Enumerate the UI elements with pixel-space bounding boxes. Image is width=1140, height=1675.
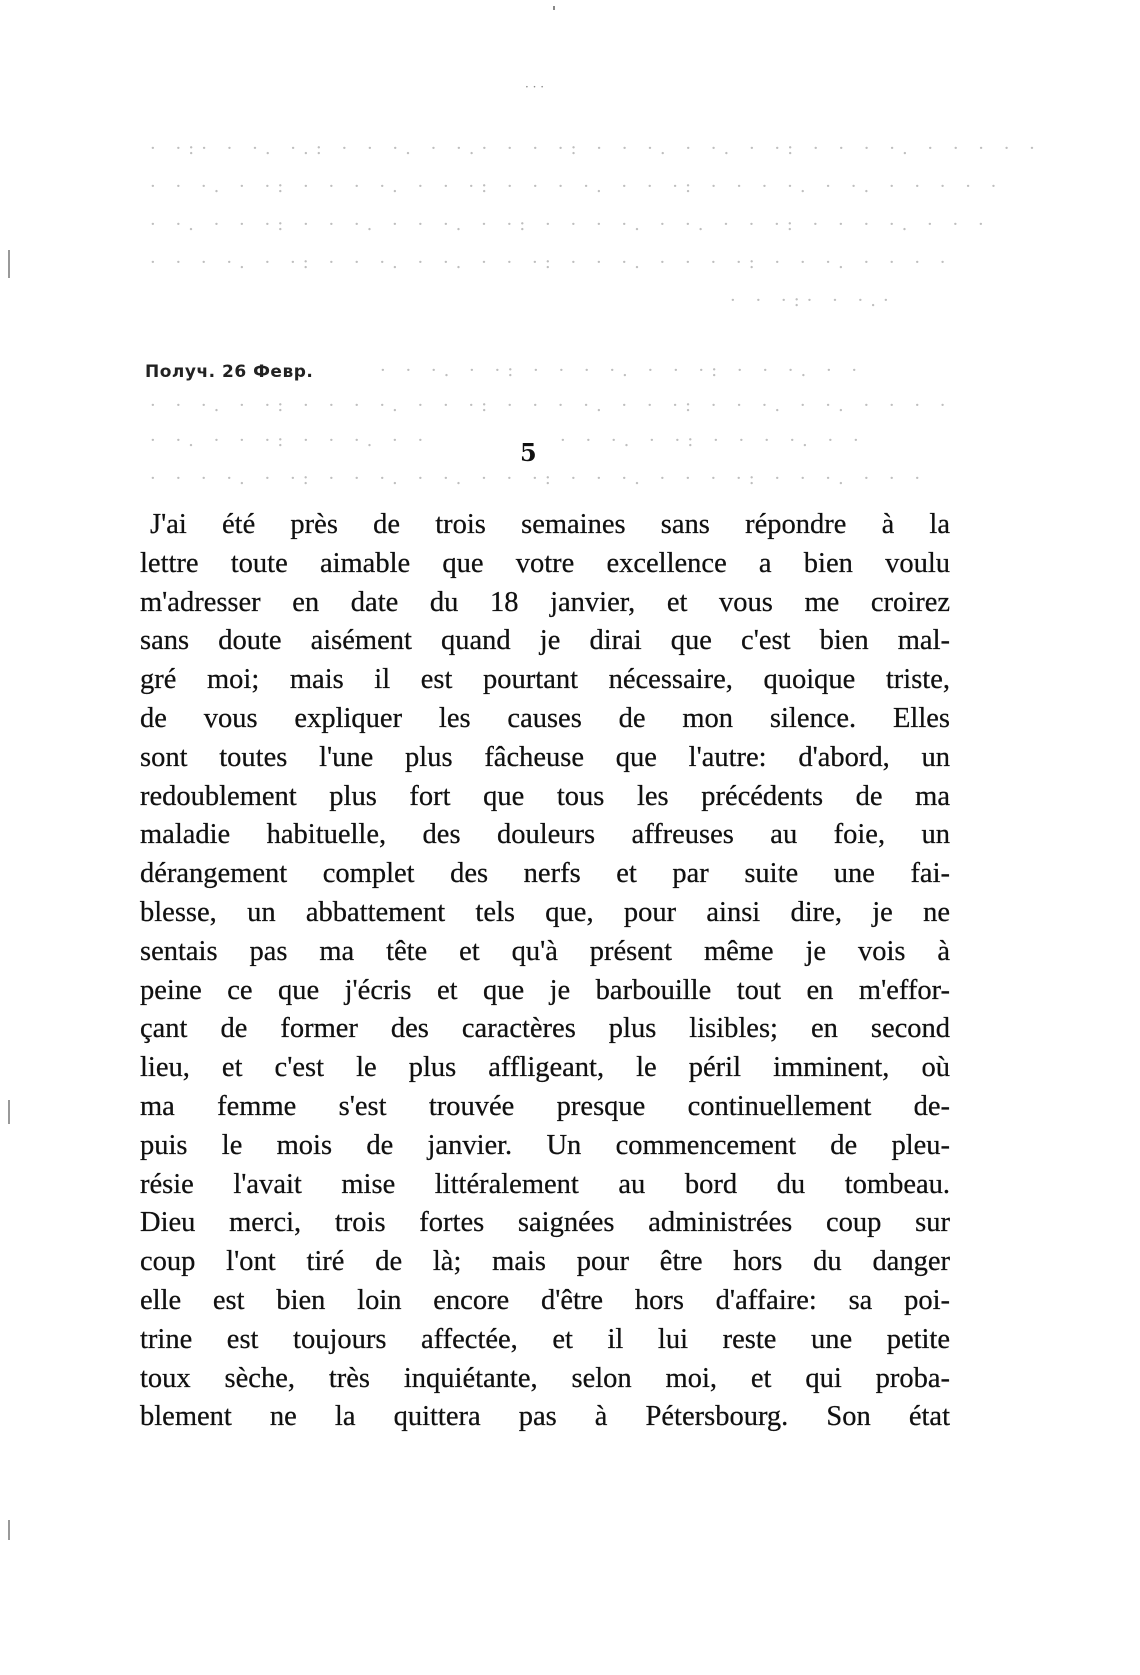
show-through-line: · ·. · · ·: · · ·. · · xyxy=(150,430,431,451)
text-line: résie l'avait mise littéralement au bord du tombeau. xyxy=(140,1168,950,1200)
show-through-line: · · ·. · ·: · · · ·. · · ·: · · · ·. · · ·: · · · ·. · ·. · · · · · xyxy=(150,176,1004,197)
text-line: toux sèche, très inquiétante, selon moi, et qui proba- xyxy=(140,1362,950,1394)
show-through-line: · · · ·. · ·: · · ·. · ·. · · ·: · · ·. · · · ·: · · ·. · · · xyxy=(150,468,928,489)
show-through-line: · · ·. · ·: · · · ·. · · ·: · · · ·. · · ·: · · ·. · ·. · · · · xyxy=(150,395,953,416)
show-through-mark: · · · xyxy=(525,80,545,94)
text-line: lettre toute aimable que votre excellence a bien voulu xyxy=(140,547,950,579)
text-line: peine ce que j'écris et que je barbouille tout en m'effor- xyxy=(140,974,950,1006)
margin-mark xyxy=(8,250,10,278)
receipt-date-note: Получ. 26 Февр. xyxy=(145,362,314,382)
margin-mark xyxy=(8,1520,10,1540)
text-line: redoublement plus fort que tous les précédents de ma xyxy=(140,780,950,812)
show-through-line: · · ·. · ·: · · · ·. · · xyxy=(560,430,866,451)
text-line: J'ai été près de trois semaines sans répondre à la xyxy=(150,509,950,540)
text-line: de vous expliquer les causes de mon silence. Elles xyxy=(140,702,950,734)
text-line: sont toutes l'une plus fâcheuse que l'autre: d'abord, un xyxy=(140,741,950,773)
letter-number: 5 xyxy=(520,438,537,467)
text-line: gré moi; mais il est pourtant nécessaire, quoique triste, xyxy=(140,664,950,696)
text-line: ma femme s'est trouvée presque continuellement de- xyxy=(140,1090,950,1122)
show-through-line: · · ·. · ·: · · · ·. · · ·: · · ·. · · xyxy=(380,360,865,381)
text-line: blement ne la quittera pas à Pétersbourg. Son état xyxy=(140,1401,950,1433)
text-line: m'adresser en date du 18 janvier, et vous me croirez xyxy=(140,586,950,618)
text-line: Dieu merci, trois fortes saignées administrées coup sur xyxy=(140,1207,950,1239)
letter-body xyxy=(140,506,950,1437)
text-line: dérangement complet des nerfs et par suite une fai- xyxy=(140,858,950,890)
page-tick-mark xyxy=(553,6,555,10)
text-line: coup l'ont tiré de là; mais pour être hors du danger xyxy=(140,1246,950,1278)
text-line: lieu, et c'est le plus affligeant, le péril imminent, où xyxy=(140,1052,950,1084)
margin-mark xyxy=(8,1100,10,1124)
show-through-line: · ·. · · ·: · · ·. · · ·. · ·: · · · ·. · ·. · · ·: · · · ·. · · · xyxy=(150,214,991,235)
text-line: sentais pas ma tête et qu'à présent même je vois à xyxy=(140,935,950,967)
show-through-line: · · ·:· · ·.· xyxy=(730,290,896,311)
text-line: elle est bien loin encore d'être hors d'affaire: sa poi- xyxy=(140,1284,950,1316)
text-line: maladie habituelle, des douleurs affreuses au foie, un xyxy=(140,819,950,851)
text-line: blesse, un abbattement tels que, pour ainsi dire, je ne xyxy=(140,896,950,928)
show-through-line: · ·:· · ·. ·.: · · ·. · ·.· · · ·: · · ·. · ·. · ·: · · · ·. · · · · · xyxy=(150,138,1042,159)
text-line: çant de former des caractères plus lisibles; en second xyxy=(140,1013,950,1045)
show-through-line: · · · ·. · ·: · · ·. · ·. · · ·: · · ·. · · · ·: · · ·. · · · · xyxy=(150,252,953,273)
text-line: trine est toujours affectée, et il lui reste une petite xyxy=(140,1323,950,1355)
text-line: sans doute aisément quand je dirai que c'est bien mal- xyxy=(140,625,950,657)
text-line: puis le mois de janvier. Un commencement de pleu- xyxy=(140,1129,950,1161)
